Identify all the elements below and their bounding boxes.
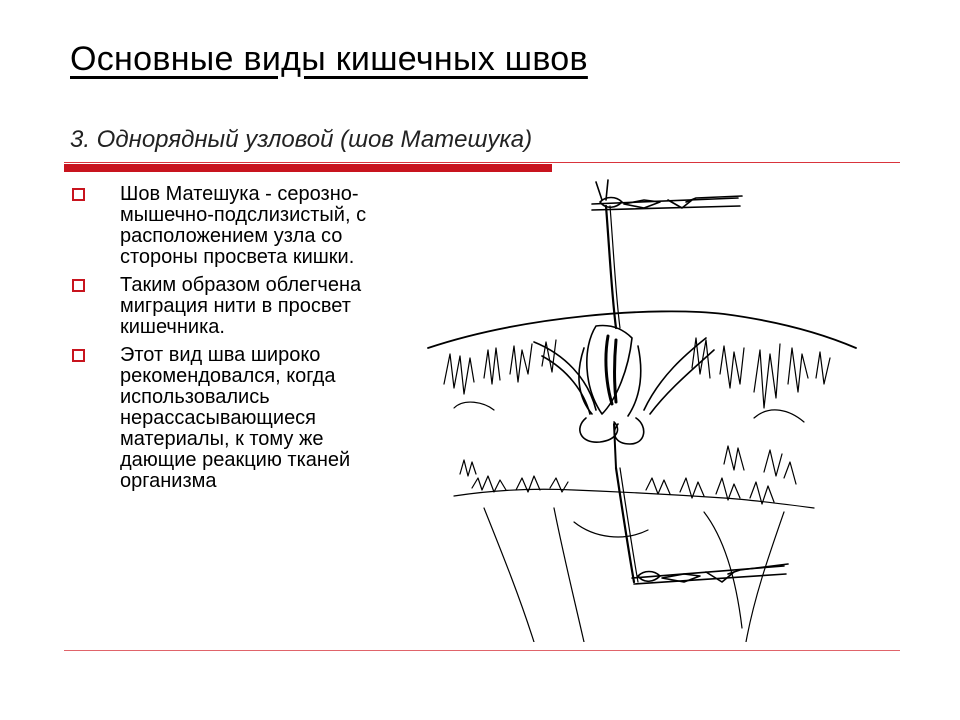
- lower-forceps-icon: [632, 564, 788, 584]
- lower-intestine-walls: [484, 508, 784, 642]
- slide-title: Основные виды кишечных швов: [70, 40, 588, 78]
- intestine-outline: [428, 311, 856, 348]
- bullet-text: Этот вид шва широко рекомендовался, когда использовались нерассасывающиеся материалы, к тому же дающие реакцию тканей организма: [120, 344, 351, 492]
- bullet-item: [70, 345, 400, 492]
- suture-illustration: [424, 178, 858, 642]
- title-divider: [64, 162, 900, 172]
- square-bullet-icon: [72, 349, 85, 362]
- serosa-hatching: [444, 338, 830, 422]
- bullet-item: [70, 184, 400, 268]
- wound-opening: [579, 326, 641, 417]
- bullet-text: Таким образом облегчена миграция нити в просвет кишечника.: [120, 274, 362, 338]
- upper-forceps-icon: [592, 180, 742, 210]
- square-bullet-icon: [72, 188, 85, 201]
- bottom-divider: [64, 650, 900, 651]
- slide-subtitle: 3. Однорядный узловой (шов Матешука): [70, 126, 533, 153]
- divider-thin-line: [64, 162, 900, 163]
- serosal-suture-line: [454, 446, 814, 508]
- bullet-list: [70, 184, 400, 499]
- bullet-text: Шов Матешука - серозно-мышечно-подслизистый, с расположением узла со стороны просвета кишки.: [120, 183, 367, 268]
- bullet-item: [70, 275, 400, 338]
- suture-loops: [534, 338, 714, 468]
- square-bullet-icon: [72, 279, 85, 292]
- divider-accent-bar: [64, 164, 552, 172]
